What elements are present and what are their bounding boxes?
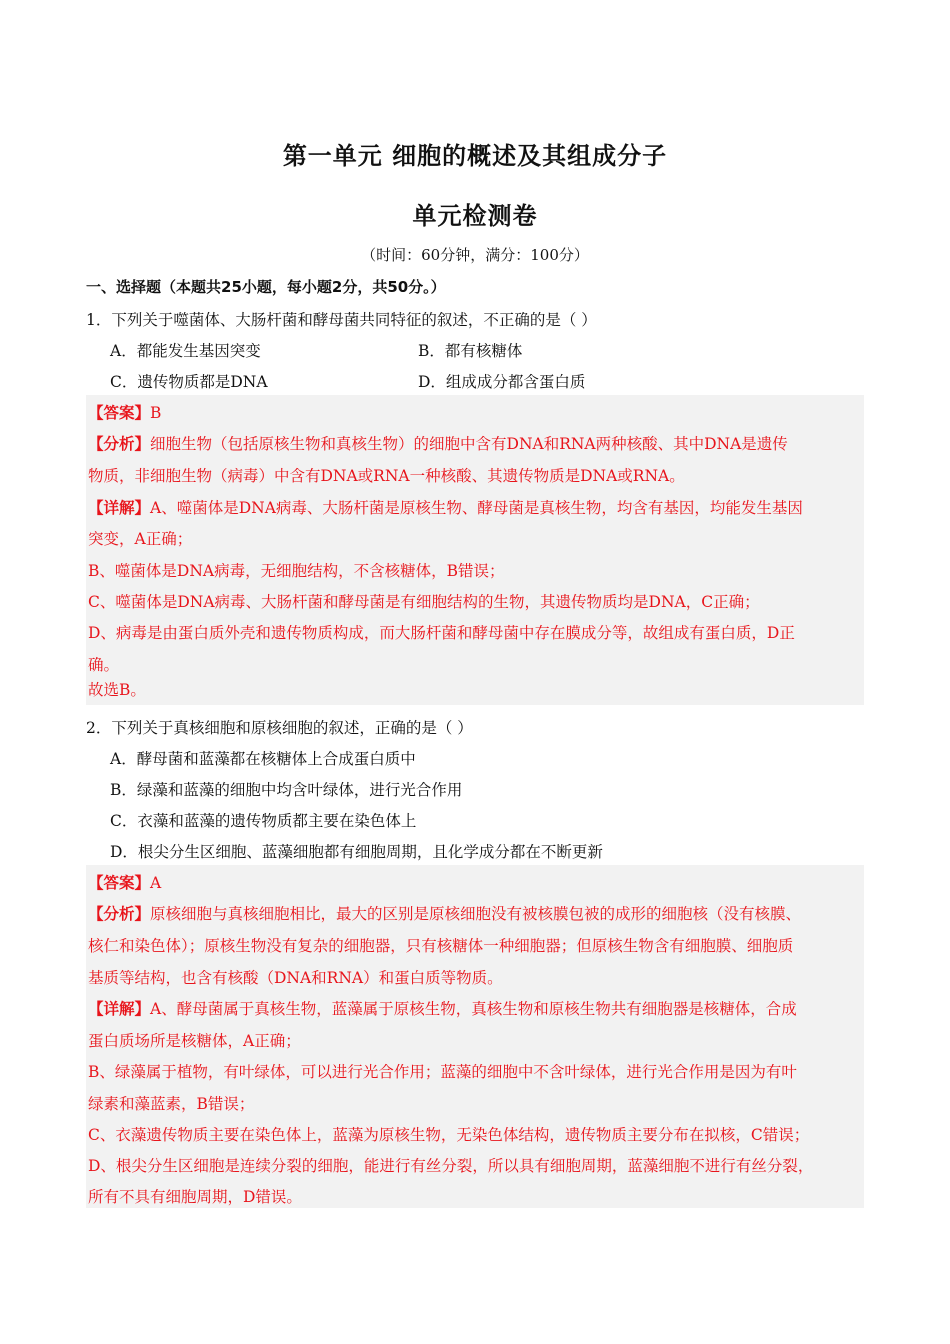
answer-line	[88, 871, 161, 893]
detail-tag: 【详解】	[88, 1000, 151, 1018]
analysis-line	[88, 432, 788, 454]
detail-text: 所有不具有细胞周期，D错误。	[88, 1188, 302, 1206]
analysis-tag: 【分析】	[88, 435, 151, 453]
detail-text: D、病毒是由蛋白质外壳和遗传物质构成，而大肠杆菌和酵母菌中存在膜成分等，故组成有蛋白质，D正	[88, 624, 795, 642]
question-2-stem: 2．下列关于真核细胞和原核细胞的叙述，正确的是（ ）	[86, 719, 473, 737]
detail-text: 故选B。	[88, 681, 146, 699]
question-2-option-d: D．根尖分生区细胞、蓝藻细胞都有细胞周期，且化学成分都在不断更新	[110, 843, 603, 861]
answer-value: B	[150, 404, 162, 422]
section-heading: 一、选择题（本题共25小题，每小题2分，共50分。）	[86, 278, 446, 296]
analysis-text: 基质等结构，也含有核酸（DNA和RNA）和蛋白质等物质。	[88, 969, 503, 987]
analysis-tag: 【分析】	[88, 905, 151, 923]
analysis-text: 物质，非细胞生物（病毒）中含有DNA或RNA一种核酸、其遗传物质是DNA或RNA。	[88, 467, 685, 485]
question-1-option-c: C．遗传物质都是DNA	[110, 373, 268, 391]
answer-value: A	[150, 874, 162, 892]
question-2-option-c: C．衣藻和蓝藻的遗传物质都主要在染色体上	[110, 812, 417, 830]
question-1-stem: 1．下列关于噬菌体、大肠杆菌和酵母菌共同特征的叙述，不正确的是（ ）	[86, 311, 597, 329]
detail-text: A、噬菌体是DNA病毒、大肠杆菌是原核生物、酵母菌是真核生物，均含有基因，均能发生基因	[150, 499, 803, 517]
answer-tag: 【答案】	[88, 404, 151, 422]
page-subtitle: 单元检测卷	[412, 202, 538, 230]
detail-text: D、根尖分生区细胞是连续分裂的细胞，能进行有丝分裂，所以具有细胞周期，蓝藻细胞不进行有丝分裂，	[88, 1157, 814, 1175]
page-title: 第一单元 细胞的概述及其组成分子	[282, 142, 668, 170]
analysis-text: 核仁和染色体）；原核生物没有复杂的细胞器，只有核糖体一种细胞器；但原核生物含有细胞膜、细胞质	[88, 937, 794, 955]
analysis-text: 细胞生物（包括原核生物和真核生物）的细胞中含有DNA和RNA两种核酸、其中DNA是遗传	[150, 435, 788, 453]
detail-text: B、噬菌体是DNA病毒，无细胞结构，不含核糖体，B错误；	[88, 562, 505, 580]
detail-tag: 【详解】	[88, 499, 151, 517]
question-1-option-b: B．都有核糖体	[418, 342, 523, 360]
answer-line	[88, 401, 161, 423]
detail-text: B、绿藻属于植物，有叶绿体，可以进行光合作用；蓝藻的细胞中不含叶绿体，进行光合作用是因为有叶	[88, 1063, 797, 1081]
question-2-option-a: A．酵母菌和蓝藻都在核糖体上合成蛋白质中	[110, 750, 416, 768]
detail-line	[88, 496, 803, 518]
question-1-solution-box	[86, 395, 864, 705]
question-1-option-a: A．都能发生基因突变	[110, 342, 261, 360]
detail-text: C、噬菌体是DNA病毒、大肠杆菌和酵母菌是有细胞结构的生物，其遗传物质均是DNA，C正确；	[88, 593, 760, 611]
detail-text: 确。	[88, 656, 120, 674]
analysis-text: 原核细胞与真核细胞相比，最大的区别是原核细胞没有被核膜包被的成形的细胞核（没有核膜、	[150, 905, 802, 923]
analysis-line	[88, 902, 801, 924]
detail-text: A、酵母菌属于真核生物，蓝藻属于原核生物，真核生物和原核生物共有细胞器是核糖体，合成	[150, 1000, 797, 1018]
question-2-option-b: B．绿藻和蓝藻的细胞中均含叶绿体，进行光合作用	[110, 781, 463, 799]
detail-text: 绿素和藻蓝素，B错误；	[88, 1095, 255, 1113]
detail-line	[88, 997, 797, 1019]
detail-text: 蛋白质场所是核糖体，A正确；	[88, 1032, 301, 1050]
question-1-option-d: D．组成成分都含蛋白质	[418, 373, 586, 391]
exam-meta: （时间：60分钟，满分：100分）	[361, 246, 589, 264]
answer-tag: 【答案】	[88, 874, 151, 892]
detail-text: C、衣藻遗传物质主要在染色体上，蓝藻为原核生物，无染色体结构，遗传物质主要分布在拟核，C错误；	[88, 1126, 810, 1144]
question-2-solution-box	[86, 865, 864, 1208]
detail-text: 突变，A正确；	[88, 530, 193, 548]
